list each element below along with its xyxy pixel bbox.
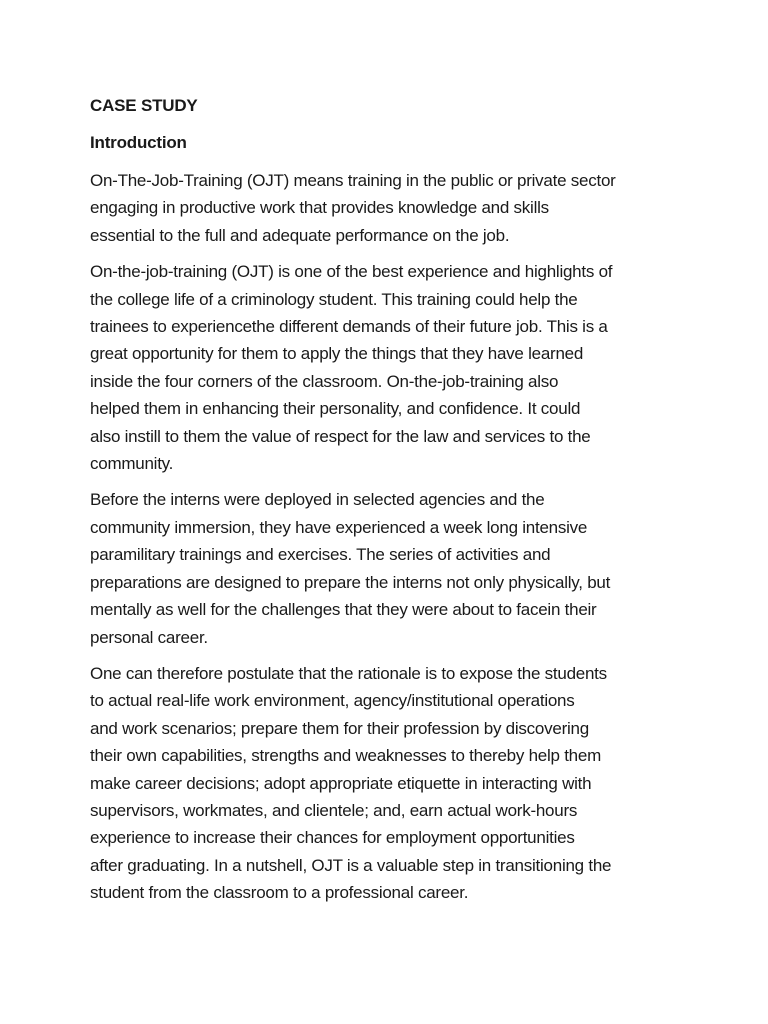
text-line: to actual real-life work environment, agency/institutional operations xyxy=(90,691,575,711)
text-line: Before the interns were deployed in selected agencies and the xyxy=(90,490,545,510)
text-line: experience to increase their chances for employment opportunities xyxy=(90,828,575,848)
text-line: community immersion, they have experienced a week long intensive xyxy=(90,517,588,537)
section-heading: Introduction xyxy=(90,133,187,152)
document-body xyxy=(90,93,690,916)
text-line: great opportunity for them to apply the things that they have learned xyxy=(90,344,584,364)
text-line: helped them in enhancing their personality, and confidence. It could xyxy=(90,399,581,419)
text-line: the college life of a criminology student. This training could help the xyxy=(90,289,578,309)
paragraph-4 xyxy=(90,660,690,907)
text-line: their own capabilities, strengths and weaknesses to thereby help them xyxy=(90,746,601,766)
paragraph-1 xyxy=(90,167,690,249)
text-line: paramilitary trainings and exercises. The series of activities and xyxy=(90,545,551,565)
text-line: On-The-Job-Training (OJT) means training in the public or private sector xyxy=(90,171,616,190)
text-line: engaging in productive work that provides knowledge and skills xyxy=(90,198,549,218)
text-line: mentally as well for the challenges that they were about to facein their xyxy=(90,600,597,620)
paragraph-2 xyxy=(90,258,690,477)
text-line: after graduating. In a nutshell, OJT is a valuable step in transitioning the xyxy=(90,855,612,875)
text-line: On-the-job-training (OJT) is one of the best experience and highlights of xyxy=(90,262,613,282)
paragraph-3 xyxy=(90,486,690,650)
text-line: and work scenarios; prepare them for their profession by discovering xyxy=(90,718,589,738)
text-line: student from the classroom to a professional career. xyxy=(90,883,469,903)
text-line: personal career. xyxy=(90,627,208,647)
document-title: CASE STUDY xyxy=(90,96,198,115)
text-line: make career decisions; adopt appropriate etiquette in interacting with xyxy=(90,773,592,793)
text-line: community. xyxy=(90,454,174,474)
text-line: inside the four corners of the classroom. On-the-job-training also xyxy=(90,371,559,391)
text-line: also instill to them the value of respect for the law and services to the xyxy=(90,426,591,446)
text-line: preparations are designed to prepare the interns not only physically, but xyxy=(90,572,611,592)
text-line: trainees to experiencethe different demands of their future job. This is a xyxy=(90,317,608,337)
text-line: One can therefore postulate that the rationale is to expose the students xyxy=(90,663,607,683)
text-line: supervisors, workmates, and clientele; and, earn actual work-hours xyxy=(90,800,578,820)
text-line: essential to the full and adequate performance on the job. xyxy=(90,225,510,245)
